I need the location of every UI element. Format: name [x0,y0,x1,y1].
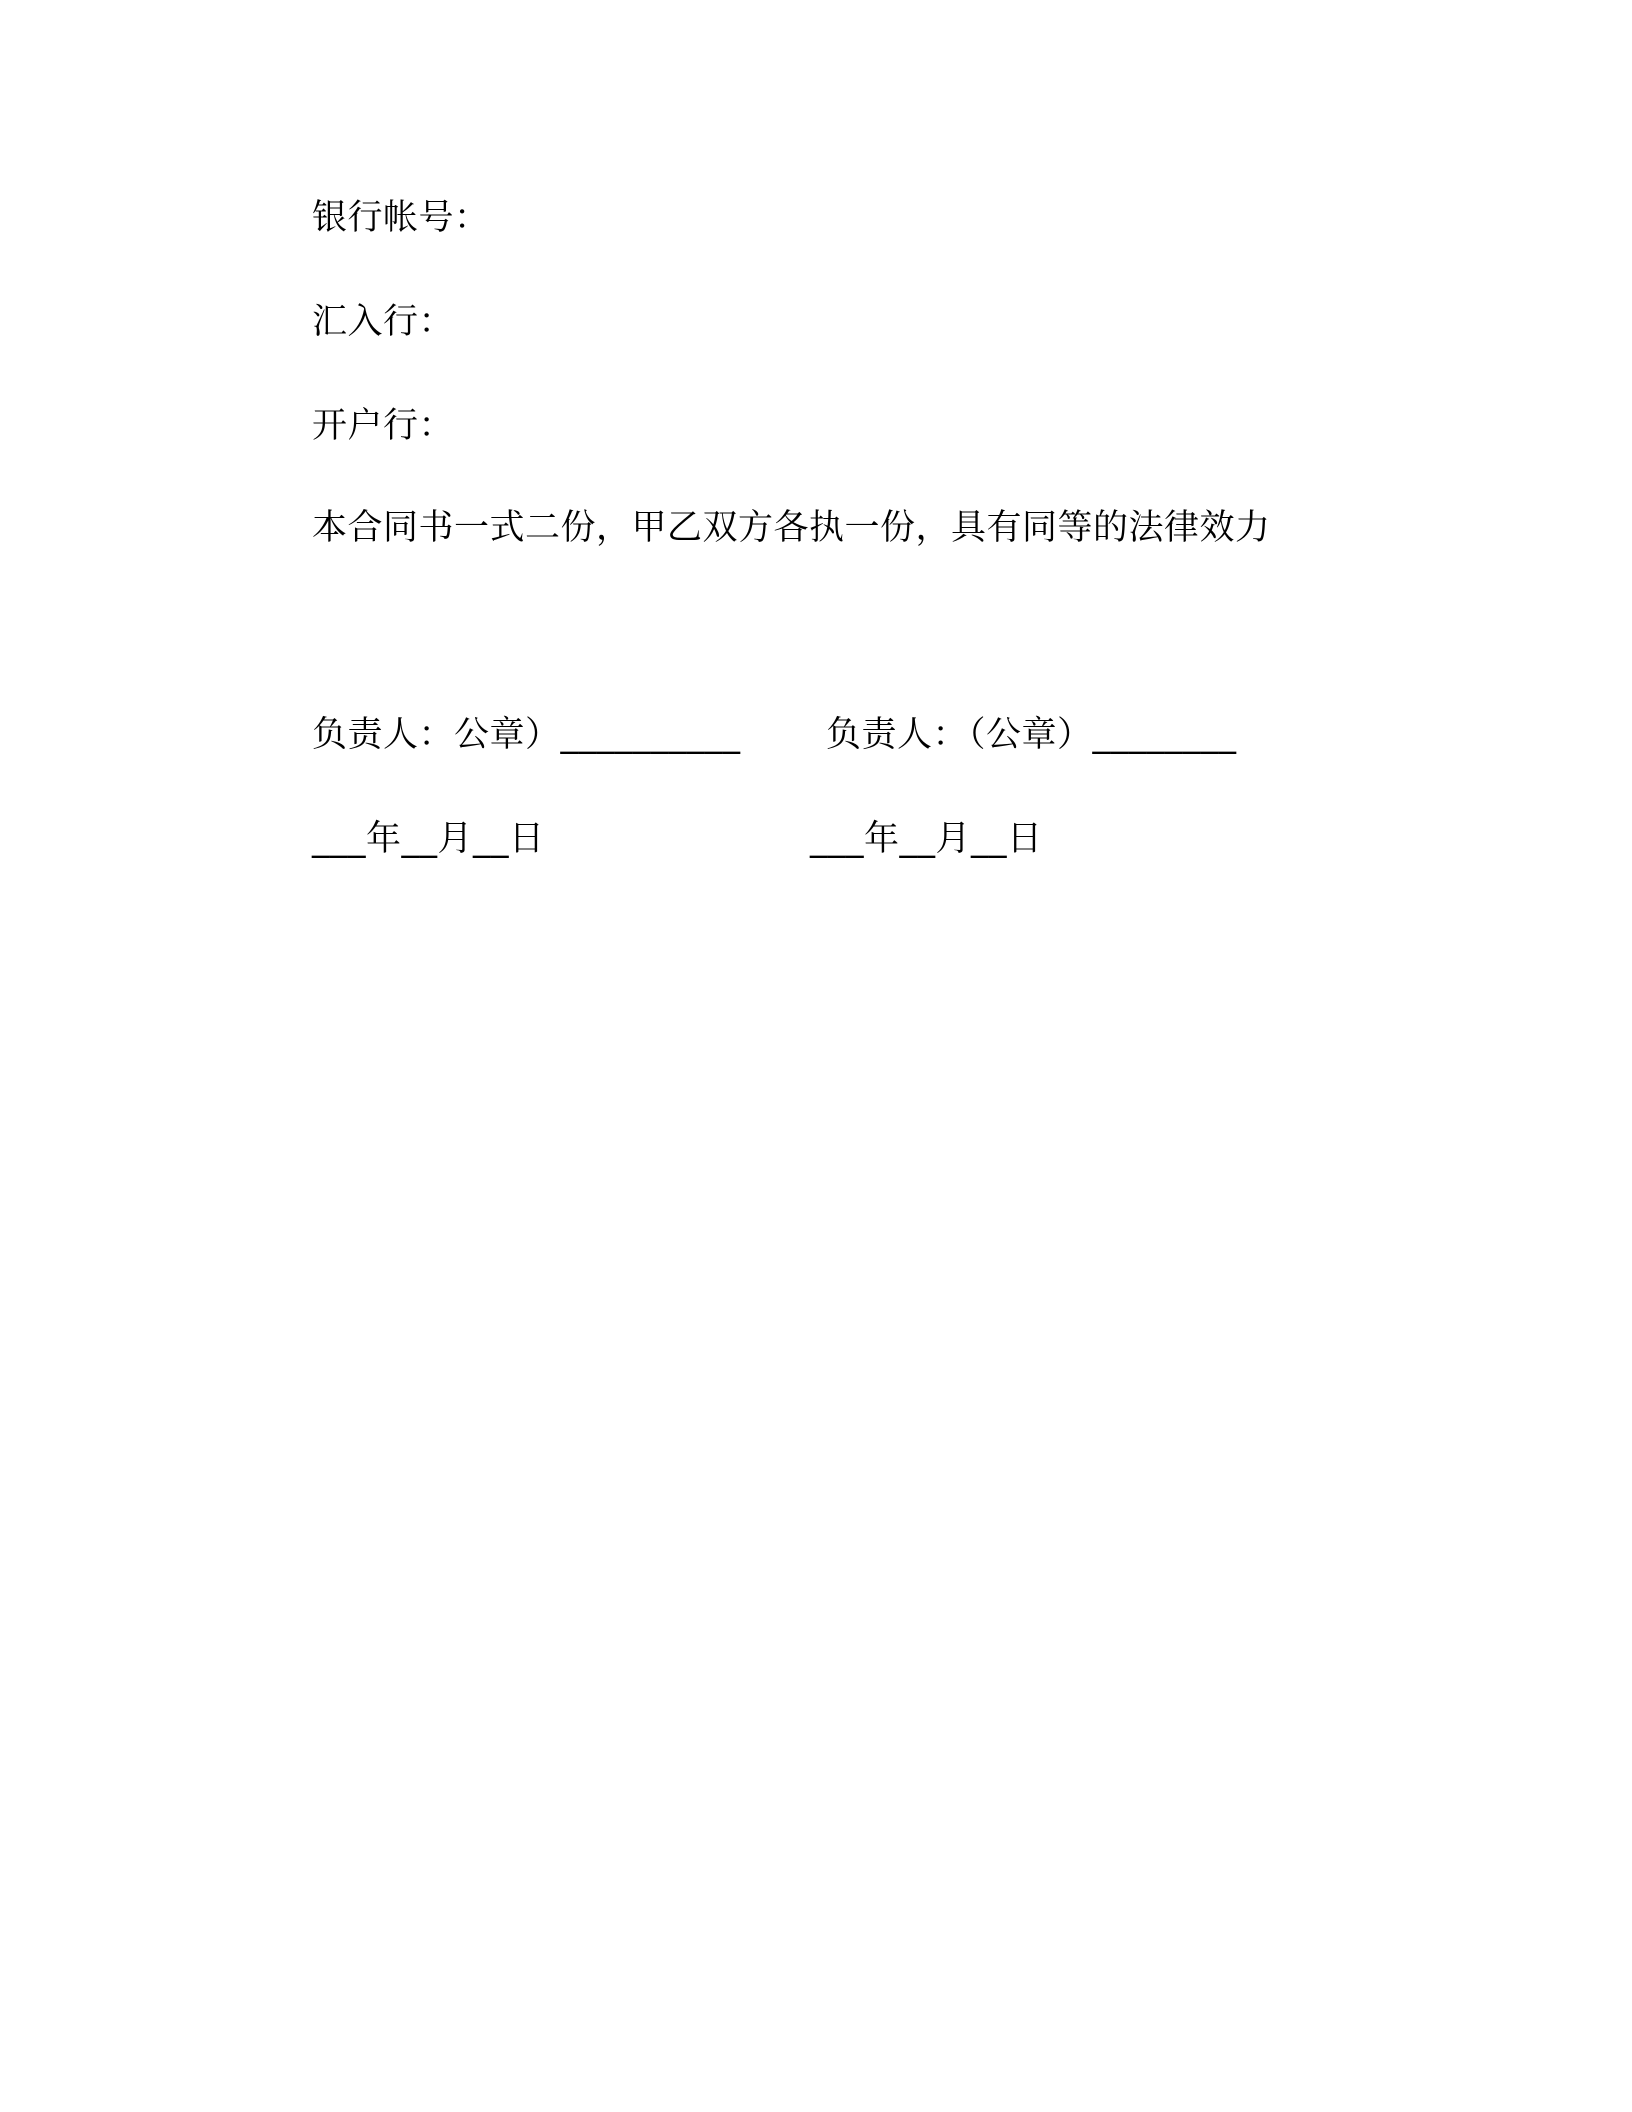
bank-account-label: 银行帐号： [312,198,490,238]
remit-bank-label: 汇入行： [312,302,455,342]
party-a-date-line: ___年__月__日 [312,819,545,859]
party-b-signature-line: 负责人：（公章）________ [826,715,1237,755]
open-bank-label: 开户行： [312,406,455,446]
party-a-signature-line: 负责人：公章）__________ [312,715,741,755]
party-b-date-line: ___年__月__日 [810,819,1043,859]
copies-note: 本合同书一式二份，甲乙双方各执一份，具有同等的法律效力 [312,508,1271,548]
